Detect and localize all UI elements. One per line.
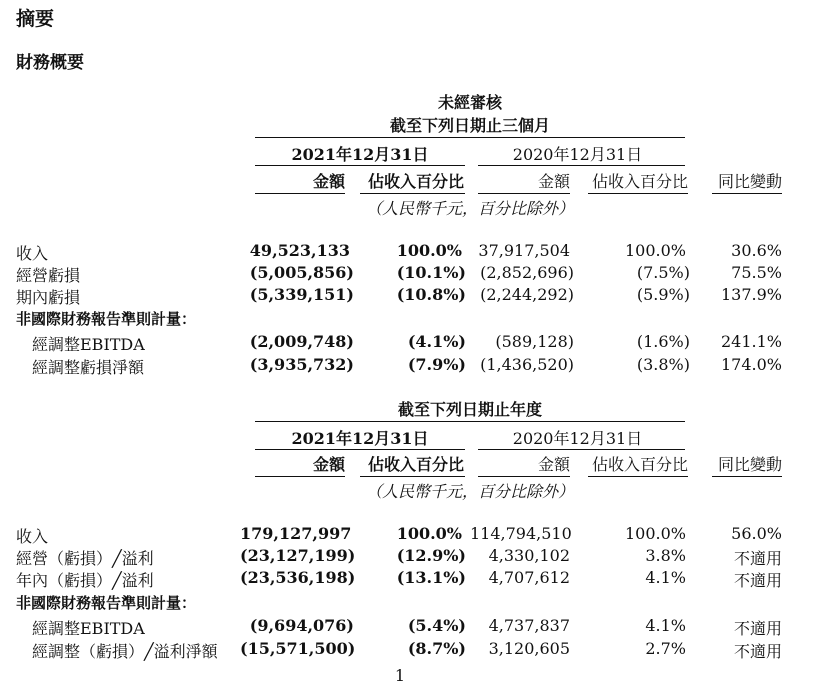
hdr-yoy: 同比變動 bbox=[717, 455, 782, 474]
non-ifrs-label: 非國際財務報告準則計量： bbox=[16, 594, 197, 612]
hdr-amount-2021: 金額 bbox=[312, 455, 345, 474]
hdr-amount-2020: 金額 bbox=[537, 455, 570, 474]
col-2020-header: 2020年12月31日 bbox=[512, 429, 643, 448]
period-title: 截至下列日期止三個月 bbox=[389, 116, 550, 135]
col-2020-header: 2020年12月31日 bbox=[512, 145, 643, 164]
section-title: 摘要 bbox=[16, 8, 55, 30]
col-2021-header: 2021年12月31日 bbox=[291, 145, 429, 164]
subsection-title: 財務概要 bbox=[16, 53, 84, 73]
page-number: 1 bbox=[394, 666, 406, 685]
unaudited-label: 未經審核 bbox=[437, 93, 502, 112]
hdr-pct-2020: 佔收入百分比 bbox=[591, 455, 688, 474]
hdr-yoy: 同比變動 bbox=[717, 172, 782, 191]
hdr-amount-2021: 金額 bbox=[312, 172, 345, 191]
hdr-pct-2021: 佔收入百分比 bbox=[367, 455, 464, 474]
hdr-pct-2021: 佔收入百分比 bbox=[367, 172, 464, 191]
unit-note: （人民幣千元，百分比除外） bbox=[365, 199, 574, 218]
hdr-amount-2020: 金額 bbox=[537, 172, 570, 191]
non-ifrs-label: 非國際財務報告準則計量： bbox=[16, 310, 197, 328]
col-2021-header: 2021年12月31日 bbox=[291, 429, 429, 448]
unit-note: （人民幣千元，百分比除外） bbox=[365, 482, 574, 501]
period-title: 截至下列日期止年度 bbox=[397, 400, 542, 419]
hdr-pct-2020: 佔收入百分比 bbox=[591, 172, 688, 191]
